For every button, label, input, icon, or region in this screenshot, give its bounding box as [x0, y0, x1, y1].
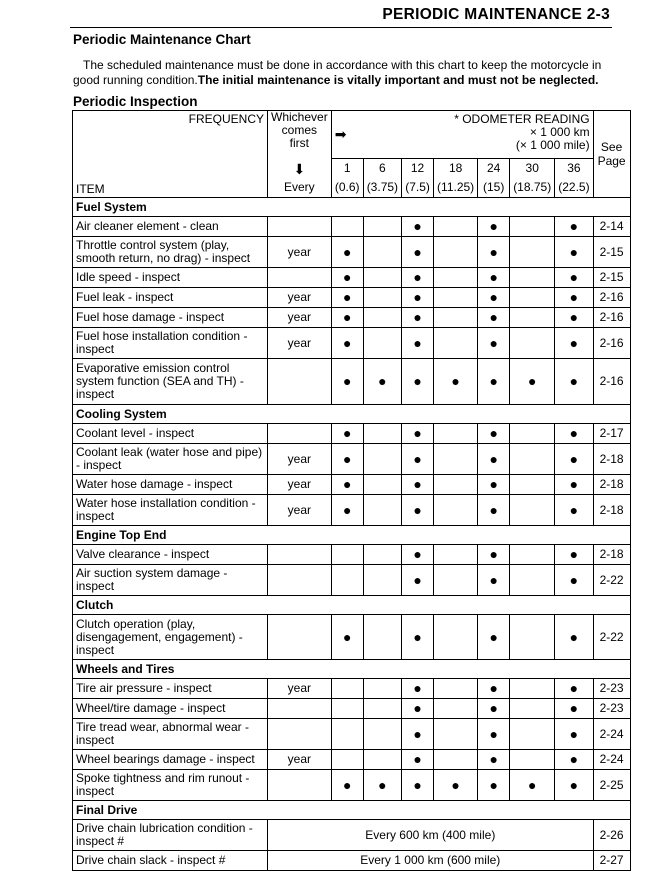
every-label: Every: [284, 179, 315, 194]
interval-18: [434, 159, 478, 198]
every-cell: year: [268, 750, 332, 770]
table-row: [73, 424, 631, 444]
interval-mile: (3.75): [366, 180, 399, 194]
dot-36: ●: [555, 495, 593, 526]
dot-12: ●: [402, 308, 434, 328]
dot-12: ●: [402, 288, 434, 308]
table-row: [73, 565, 631, 596]
table-row: [73, 545, 631, 565]
section-wheels-and-tires: Wheels and Tires: [73, 660, 631, 679]
page-cell: 2-18: [593, 475, 630, 495]
dot-12: ●: [402, 750, 434, 770]
dot-30: ●: [510, 359, 555, 405]
dot-24: ●: [478, 615, 510, 660]
dot-36: ●: [555, 288, 593, 308]
page-cell: 2-23: [593, 699, 630, 719]
table-row: [73, 268, 631, 288]
dot-12: ●: [402, 565, 434, 596]
item-cell: Fuel leak - inspect: [73, 288, 268, 308]
section-row: [73, 660, 631, 679]
item-cell: Clutch operation (play, disengagement, engagement) - inspect: [73, 615, 268, 660]
dot-36: ●: [555, 328, 593, 359]
table-row: [73, 217, 631, 237]
page-cell: 2-16: [593, 359, 630, 405]
page-cell: 2-14: [593, 217, 630, 237]
item-cell: Evaporative emission control system function (SEA and TH) - inspect: [73, 359, 268, 405]
dot-12: ●: [402, 545, 434, 565]
dot-36: ●: [555, 359, 593, 405]
every-cell: year: [268, 308, 332, 328]
interval-mile: (11.25): [437, 180, 475, 194]
interval-mile: (15): [483, 180, 505, 194]
interval-30: [510, 159, 555, 198]
item-label: ITEM: [76, 182, 105, 196]
dot-36: ●: [555, 565, 593, 596]
interval-km: 30: [525, 161, 539, 175]
item-cell: Air suction system damage - inspect: [73, 565, 268, 596]
dot-24: ●: [478, 770, 510, 801]
table-row: [73, 770, 631, 801]
every-cell: [268, 719, 332, 750]
dot-12: ●: [402, 268, 434, 288]
dot-24: ●: [478, 237, 510, 268]
header-frequency-item-cell: [73, 111, 268, 198]
item-cell: Fuel hose installation condition - inspect: [73, 328, 268, 359]
dot-36: ●: [555, 475, 593, 495]
header-whichever-cell: [268, 111, 332, 159]
interval-span-cell: Every 1 000 km (600 mile): [268, 851, 594, 871]
item-cell: Spoke tightness and rim runout - inspect: [73, 770, 268, 801]
dot-1: ●: [331, 359, 363, 405]
dot-36: ●: [555, 615, 593, 660]
dot-24: ●: [478, 288, 510, 308]
dot-1: ●: [331, 770, 363, 801]
page-cell: 2-18: [593, 444, 630, 475]
dot-1: ●: [331, 308, 363, 328]
dot-36: ●: [555, 545, 593, 565]
table-row: [73, 615, 631, 660]
page-cell: 2-18: [593, 545, 630, 565]
dot-1: ●: [331, 288, 363, 308]
dot-24: ●: [478, 545, 510, 565]
item-cell: Drive chain slack - inspect #: [73, 851, 268, 871]
dot-12: ●: [402, 328, 434, 359]
dot-24: ●: [478, 750, 510, 770]
dot-6: ●: [363, 359, 401, 405]
section-row: [73, 198, 631, 217]
dot-36: ●: [555, 308, 593, 328]
odometer-label: * ODOMETER READING: [454, 112, 590, 126]
page-cell: 2-22: [593, 615, 630, 660]
header-rule: [70, 27, 612, 28]
dot-24: ●: [478, 699, 510, 719]
dot-24: ●: [478, 444, 510, 475]
table-row: [73, 328, 631, 359]
table-row: [73, 719, 631, 750]
section-clutch: Clutch: [73, 596, 631, 615]
dot-24: ●: [478, 217, 510, 237]
interval-mile: (22.5): [558, 180, 590, 194]
interval-km: 24: [487, 161, 501, 175]
dot-1: ●: [331, 615, 363, 660]
item-cell: Coolant level - inspect: [73, 424, 268, 444]
page-cell: 2-18: [593, 495, 630, 526]
interval-km: 6: [379, 161, 386, 175]
table-row: [73, 495, 631, 526]
every-cell: year: [268, 328, 332, 359]
interval-km: 36: [567, 161, 581, 175]
dot-24: ●: [478, 719, 510, 750]
table-row: [73, 699, 631, 719]
header-odometer-cell: [331, 111, 593, 159]
page-cell: 2-25: [593, 770, 630, 801]
every-cell: [268, 770, 332, 801]
dot-36: ●: [555, 770, 593, 801]
dot-24: ●: [478, 679, 510, 699]
dot-24: ●: [478, 495, 510, 526]
dot-12: ●: [402, 719, 434, 750]
every-cell: [268, 359, 332, 405]
dot-12: ●: [402, 217, 434, 237]
dot-24: ●: [478, 424, 510, 444]
item-cell: Air cleaner element - clean: [73, 217, 268, 237]
frequency-label: FREQUENCY: [188, 112, 264, 126]
dot-12: ●: [402, 495, 434, 526]
dot-36: ●: [555, 699, 593, 719]
every-cell: [268, 699, 332, 719]
every-cell: [268, 615, 332, 660]
page-cell: 2-22: [593, 565, 630, 596]
table-row: [73, 475, 631, 495]
table-row: [73, 444, 631, 475]
whichever-label: Whichever: [271, 110, 328, 124]
page-cell: 2-26: [593, 820, 630, 851]
item-cell: Water hose installation condition - inspect: [73, 495, 268, 526]
table-row: [73, 820, 631, 851]
dot-12: ●: [402, 615, 434, 660]
section-row: [73, 801, 631, 820]
dot-24: ●: [478, 359, 510, 405]
section-row: [73, 596, 631, 615]
item-cell: Tire tread wear, abnormal wear - inspect: [73, 719, 268, 750]
mile-label: (× 1 000 mile): [515, 138, 590, 152]
item-cell: Wheel/tire damage - inspect: [73, 699, 268, 719]
section-engine-top-end: Engine Top End: [73, 526, 631, 545]
dot-36: ●: [555, 237, 593, 268]
dot-6: ●: [363, 770, 401, 801]
item-cell: Fuel hose damage - inspect: [73, 308, 268, 328]
every-cell: year: [268, 679, 332, 699]
dot-36: ●: [555, 424, 593, 444]
dot-24: ●: [478, 308, 510, 328]
interval-km: 18: [448, 161, 463, 175]
chart-title: Periodic Maintenance Chart: [73, 32, 251, 47]
section-cooling-system: Cooling System: [73, 405, 631, 424]
dot-1: ●: [331, 424, 363, 444]
dot-1: ●: [331, 268, 363, 288]
page-cell: 2-16: [593, 308, 630, 328]
dot-36: ●: [555, 719, 593, 750]
interval-km: 1: [343, 161, 351, 175]
dot-12: ●: [402, 475, 434, 495]
dot-12: ●: [402, 237, 434, 268]
table-row: [73, 359, 631, 405]
table-row: [73, 679, 631, 699]
dot-1: ●: [331, 328, 363, 359]
dot-1: ●: [331, 495, 363, 526]
dot-24: ●: [478, 565, 510, 596]
see-page-label: See Page: [597, 140, 626, 168]
dot-36: ●: [555, 679, 593, 699]
page-cell: 2-15: [593, 237, 630, 268]
dot-12: ●: [402, 424, 434, 444]
dot-12: ●: [402, 359, 434, 405]
comes-label: comes: [281, 123, 318, 137]
section-row: [73, 405, 631, 424]
interval-mile: (7.5): [405, 180, 430, 194]
dot-1: ●: [331, 237, 363, 268]
item-cell: Idle speed - inspect: [73, 268, 268, 288]
every-cell: [268, 545, 332, 565]
page-cell: 2-27: [593, 851, 630, 871]
interval-6: [363, 159, 401, 198]
dot-18: ●: [434, 359, 478, 405]
page-cell: 2-15: [593, 268, 630, 288]
dot-12: ●: [402, 770, 434, 801]
dot-36: ●: [555, 750, 593, 770]
intro-bold-text: The initial maintenance is vitally important and must not be neglected.: [197, 73, 599, 87]
every-cell: year: [268, 495, 332, 526]
item-cell: Wheel bearings damage - inspect: [73, 750, 268, 770]
dot-36: ●: [555, 444, 593, 475]
dot-36: ●: [555, 217, 593, 237]
intro-text: The scheduled maintenance must be done in accordance with this chart to keep the motorcycle in good running condition.: [73, 58, 602, 87]
page-header: PERIODIC MAINTENANCE 2-3: [382, 6, 610, 23]
page-cell: 2-16: [593, 328, 630, 359]
interval-mile: (18.75): [513, 180, 552, 194]
dot-24: ●: [478, 328, 510, 359]
dot-12: ●: [402, 679, 434, 699]
dot-24: ●: [478, 268, 510, 288]
every-cell: [268, 268, 332, 288]
header-every-cell: [268, 159, 332, 198]
every-cell: [268, 424, 332, 444]
table-row: [73, 288, 631, 308]
every-cell: year: [268, 444, 332, 475]
maintenance-table: [72, 110, 631, 871]
interval-span-cell: Every 600 km (400 mile): [268, 820, 594, 851]
section-row: [73, 526, 631, 545]
interval-mile: (0.6): [334, 180, 360, 194]
dot-12: ●: [402, 699, 434, 719]
page-cell: 2-24: [593, 750, 630, 770]
item-cell: Tire air pressure - inspect: [73, 679, 268, 699]
interval-36: [555, 159, 593, 198]
page-cell: 2-23: [593, 679, 630, 699]
km-label: × 1 000 km: [529, 125, 590, 139]
page-cell: 2-16: [593, 288, 630, 308]
dot-1: ●: [331, 475, 363, 495]
dot-1: ●: [331, 444, 363, 475]
every-cell: [268, 565, 332, 596]
section-final-drive: Final Drive: [73, 801, 631, 820]
header-row-top: [73, 111, 631, 159]
table-row: [73, 308, 631, 328]
section-fuel-system: Fuel System: [73, 198, 631, 217]
dot-12: ●: [402, 444, 434, 475]
interval-24: [478, 159, 510, 198]
every-cell: year: [268, 237, 332, 268]
down-arrow-icon: ⬇: [293, 160, 306, 177]
item-cell: Valve clearance - inspect: [73, 545, 268, 565]
dot-30: ●: [510, 770, 555, 801]
every-cell: year: [268, 475, 332, 495]
interval-1: [331, 159, 363, 198]
dot-24: ●: [478, 475, 510, 495]
section-title: Periodic Inspection: [73, 94, 198, 109]
table-row: [73, 750, 631, 770]
interval-12: [402, 159, 434, 198]
right-arrow-icon: ➡: [334, 126, 347, 142]
dot-36: ●: [555, 268, 593, 288]
page-cell: 2-24: [593, 719, 630, 750]
table-row: [73, 237, 631, 268]
table-row: [73, 851, 631, 871]
header-see-page-cell: [593, 111, 630, 198]
item-cell: Water hose damage - inspect: [73, 475, 268, 495]
every-cell: year: [268, 288, 332, 308]
every-cell: [268, 217, 332, 237]
item-cell: Coolant leak (water hose and pipe) - inspect: [73, 444, 268, 475]
intro-paragraph: [73, 58, 613, 88]
first-label: first: [289, 136, 310, 150]
item-cell: Drive chain lubrication condition - inspect #: [73, 820, 268, 851]
interval-km: 12: [410, 161, 425, 175]
page-cell: 2-17: [593, 424, 630, 444]
dot-18: ●: [434, 770, 478, 801]
item-cell: Throttle control system (play, smooth return, no drag) - inspect: [73, 237, 268, 268]
